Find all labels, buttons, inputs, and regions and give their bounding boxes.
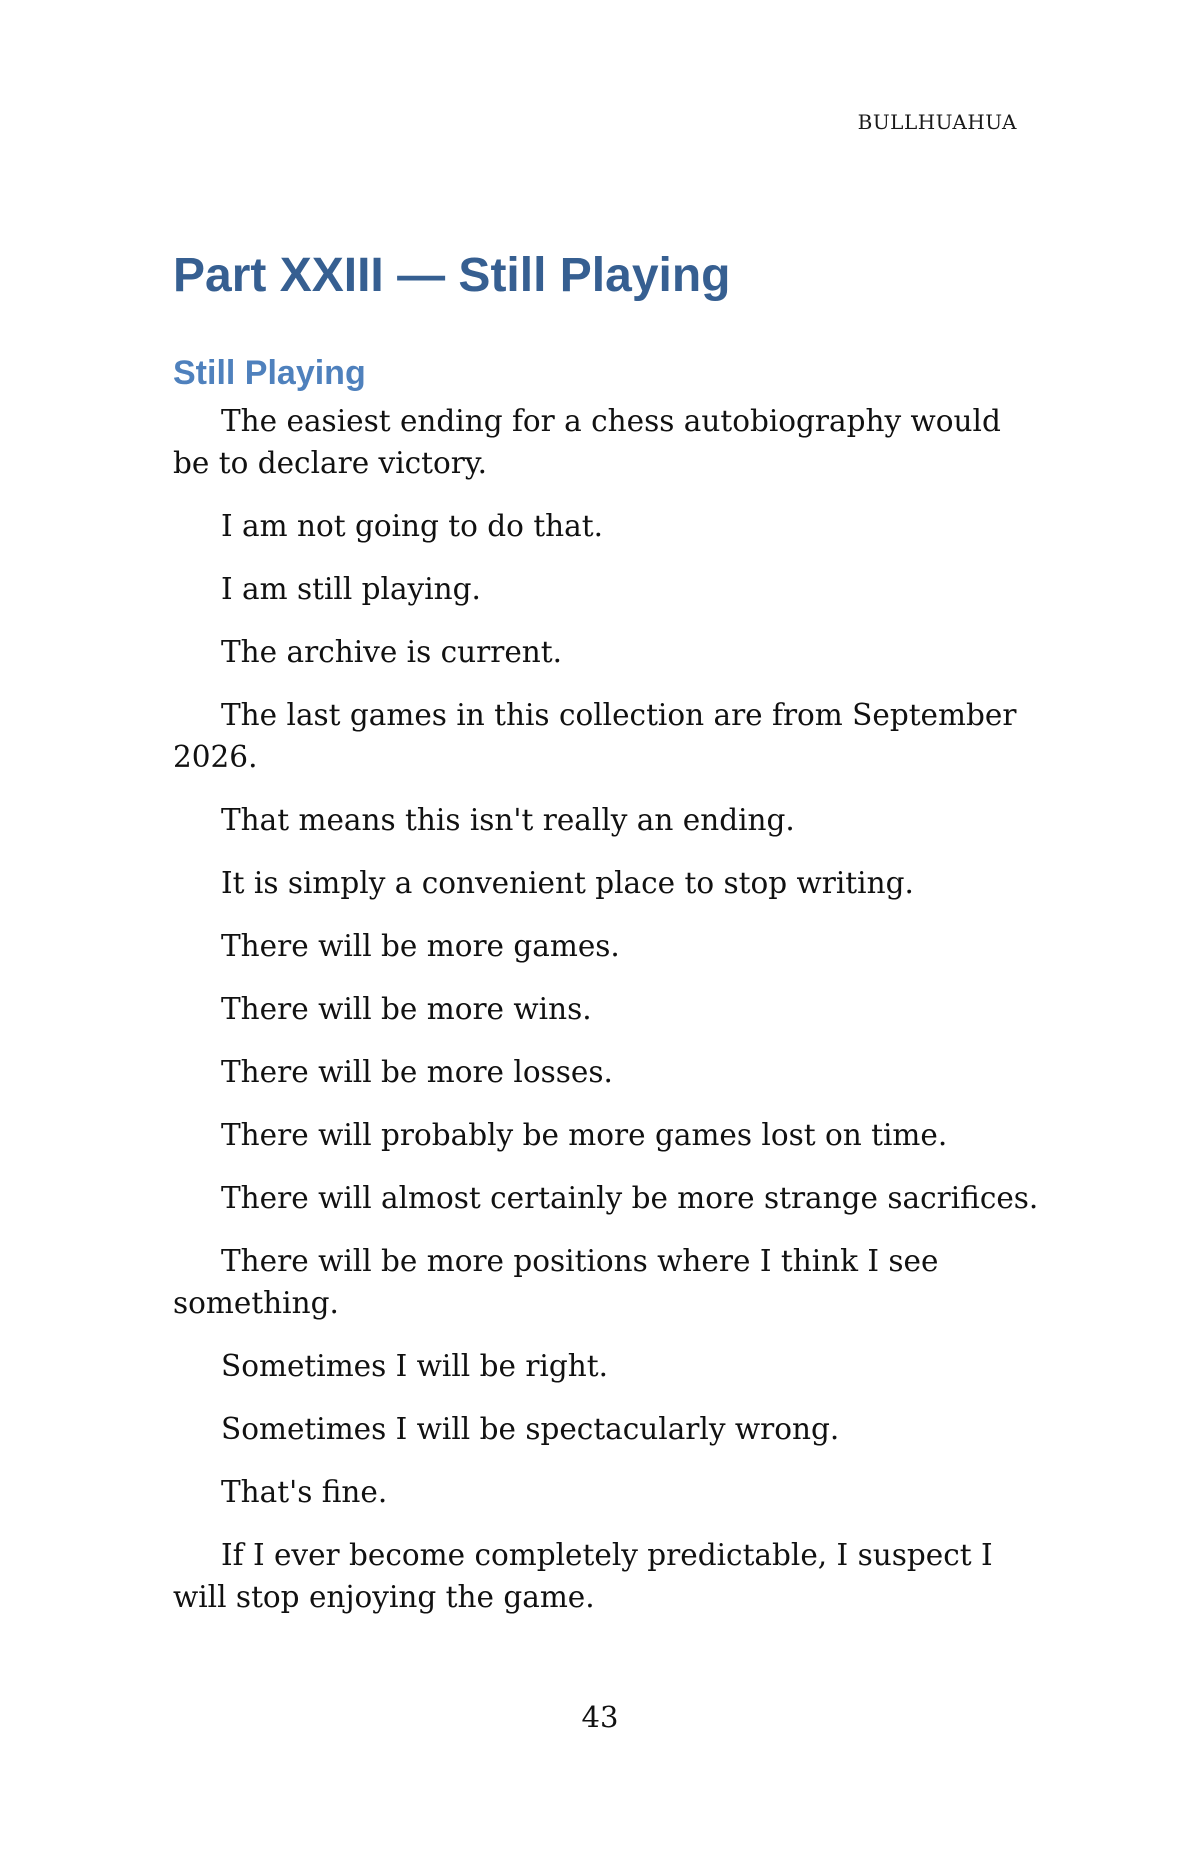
- paragraph: There will be more positions where I think I see something.: [173, 1244, 939, 1321]
- paragraph: If I ever become completely predictable, I suspect I will stop enjoying the game.: [173, 1538, 993, 1615]
- section-title: Still Playing: [173, 353, 366, 392]
- paragraph: There will be more games.: [221, 929, 620, 964]
- paragraph: The easiest ending for a chess autobiography would be to declare victory.: [173, 404, 1001, 481]
- page-content: [173, 250, 1043, 1639]
- paragraph: There will be more losses.: [221, 1055, 613, 1090]
- paragraph: There will probably be more games lost on time.: [221, 1118, 948, 1153]
- body-text: [173, 400, 1043, 1618]
- part-title: Part XXIII — Still Playing: [173, 249, 731, 302]
- paragraph: The archive is current.: [221, 635, 563, 670]
- paragraph: It is simply a convenient place to stop writing.: [221, 866, 914, 901]
- paragraph: There will almost certainly be more strange sacrifices.: [221, 1181, 1039, 1216]
- paragraph: That means this isn't really an ending.: [221, 803, 795, 838]
- paragraph: Sometimes I will be right.: [221, 1349, 608, 1384]
- paragraph: The last games in this collection are from September 2026.: [173, 698, 1017, 775]
- paragraph: I am still playing.: [221, 572, 481, 607]
- paragraph: I am not going to do that.: [221, 509, 603, 544]
- paragraph: That's fine.: [221, 1475, 388, 1510]
- paragraph: Sometimes I will be spectacularly wrong.: [221, 1412, 840, 1447]
- paragraph: There will be more wins.: [221, 992, 592, 1027]
- running-header: BULLHUAHUA: [857, 110, 1017, 134]
- page-number: 43: [581, 1700, 619, 1734]
